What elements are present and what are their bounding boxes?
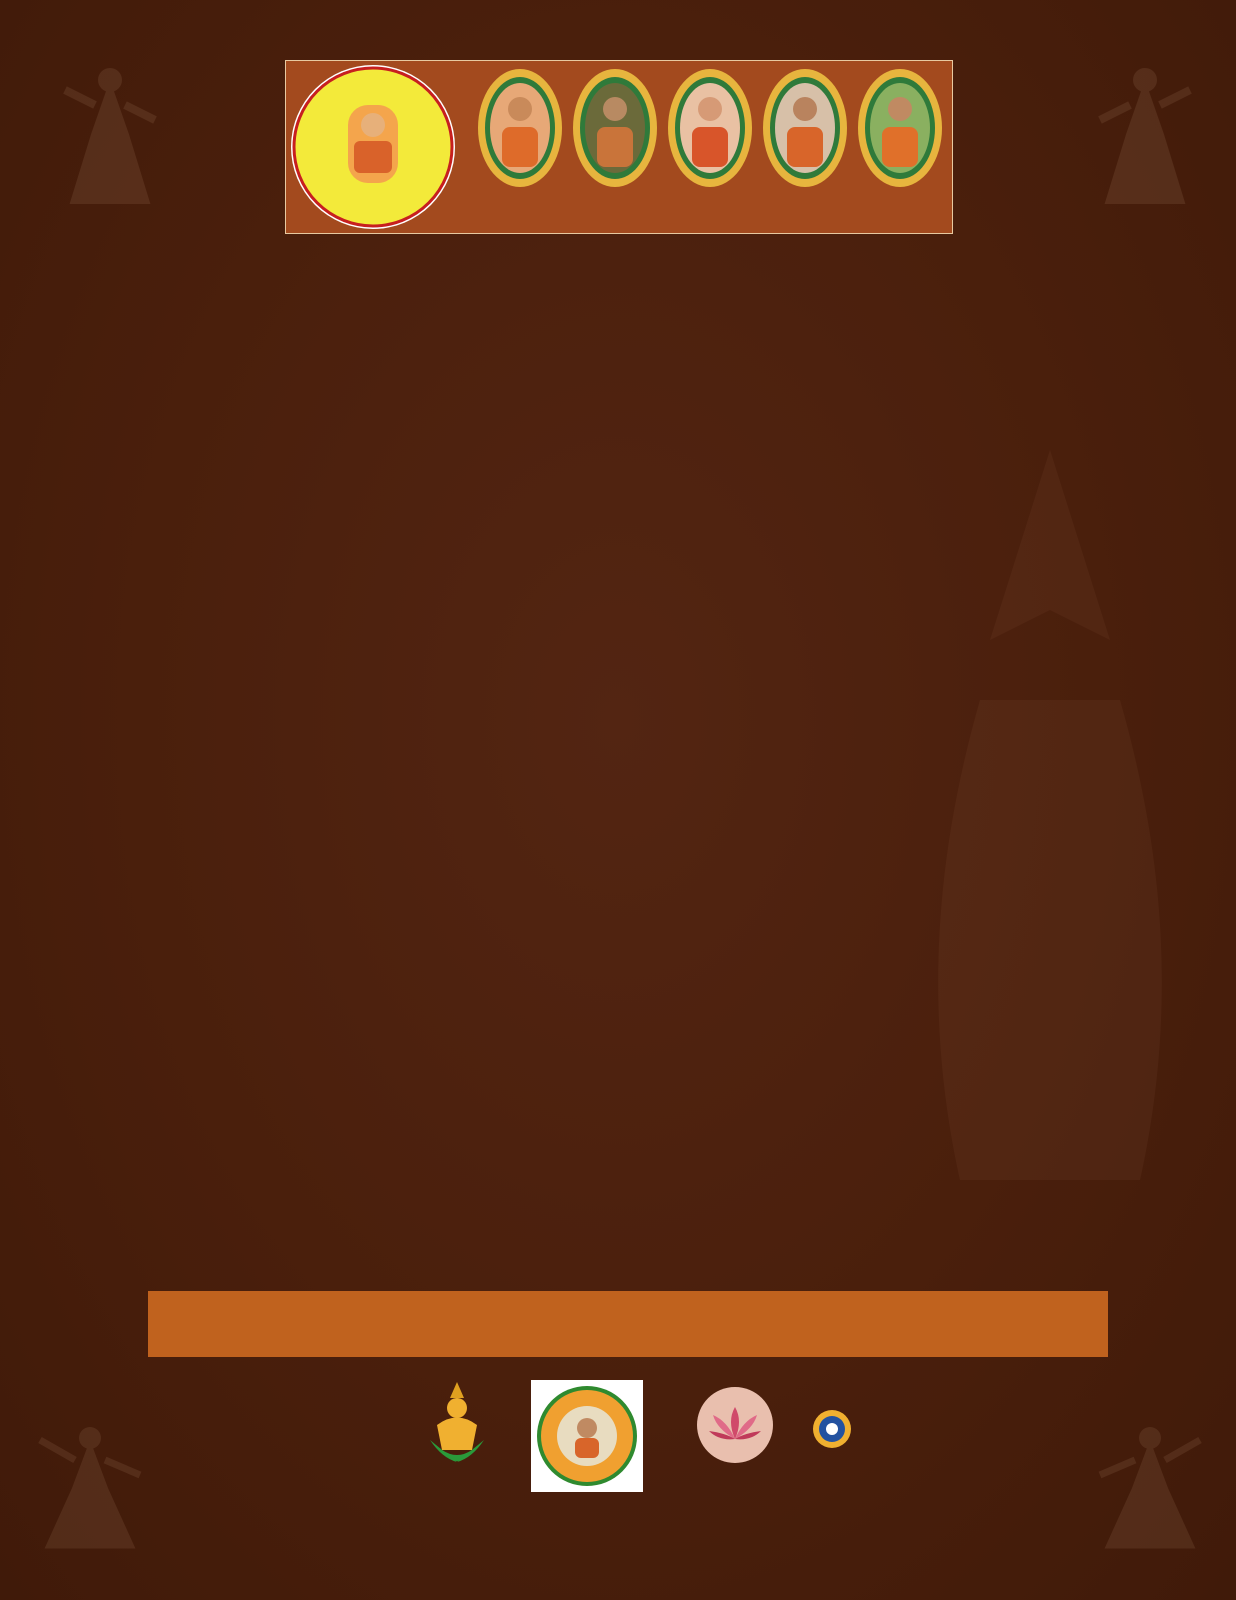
dancer-silhouette-icon <box>1090 60 1200 210</box>
sponsor-lotus-logo <box>690 1385 780 1490</box>
deity-icon <box>422 1380 492 1472</box>
dancer-silhouette-icon <box>1090 1420 1210 1550</box>
marigold-garland-top <box>0 0 1236 60</box>
sponsor-mandali-logo <box>531 1380 643 1492</box>
giri-emblem-icon <box>812 1409 852 1449</box>
marigold-garland-bottom <box>0 1480 1236 1600</box>
guru-portrait-icon <box>856 67 944 189</box>
guru-portrait-icon <box>571 67 659 189</box>
kksf-logo <box>288 63 458 231</box>
sponsor-giri-logo <box>812 1405 977 1455</box>
dancer-silhouette-icon <box>30 1420 150 1550</box>
guru-portrait-icon <box>476 67 564 189</box>
header-banner <box>285 60 953 234</box>
sponsor-mylapore-express-logo <box>255 1388 390 1478</box>
guru-portrait-icon <box>666 67 754 189</box>
dancer-silhouette-icon <box>55 60 165 210</box>
dancer-outline-icon <box>880 440 1220 1200</box>
sponsor-shastha-foods-logo <box>412 1380 502 1490</box>
guru-portrait-icon <box>761 67 849 189</box>
venue-banner <box>148 1291 1108 1357</box>
